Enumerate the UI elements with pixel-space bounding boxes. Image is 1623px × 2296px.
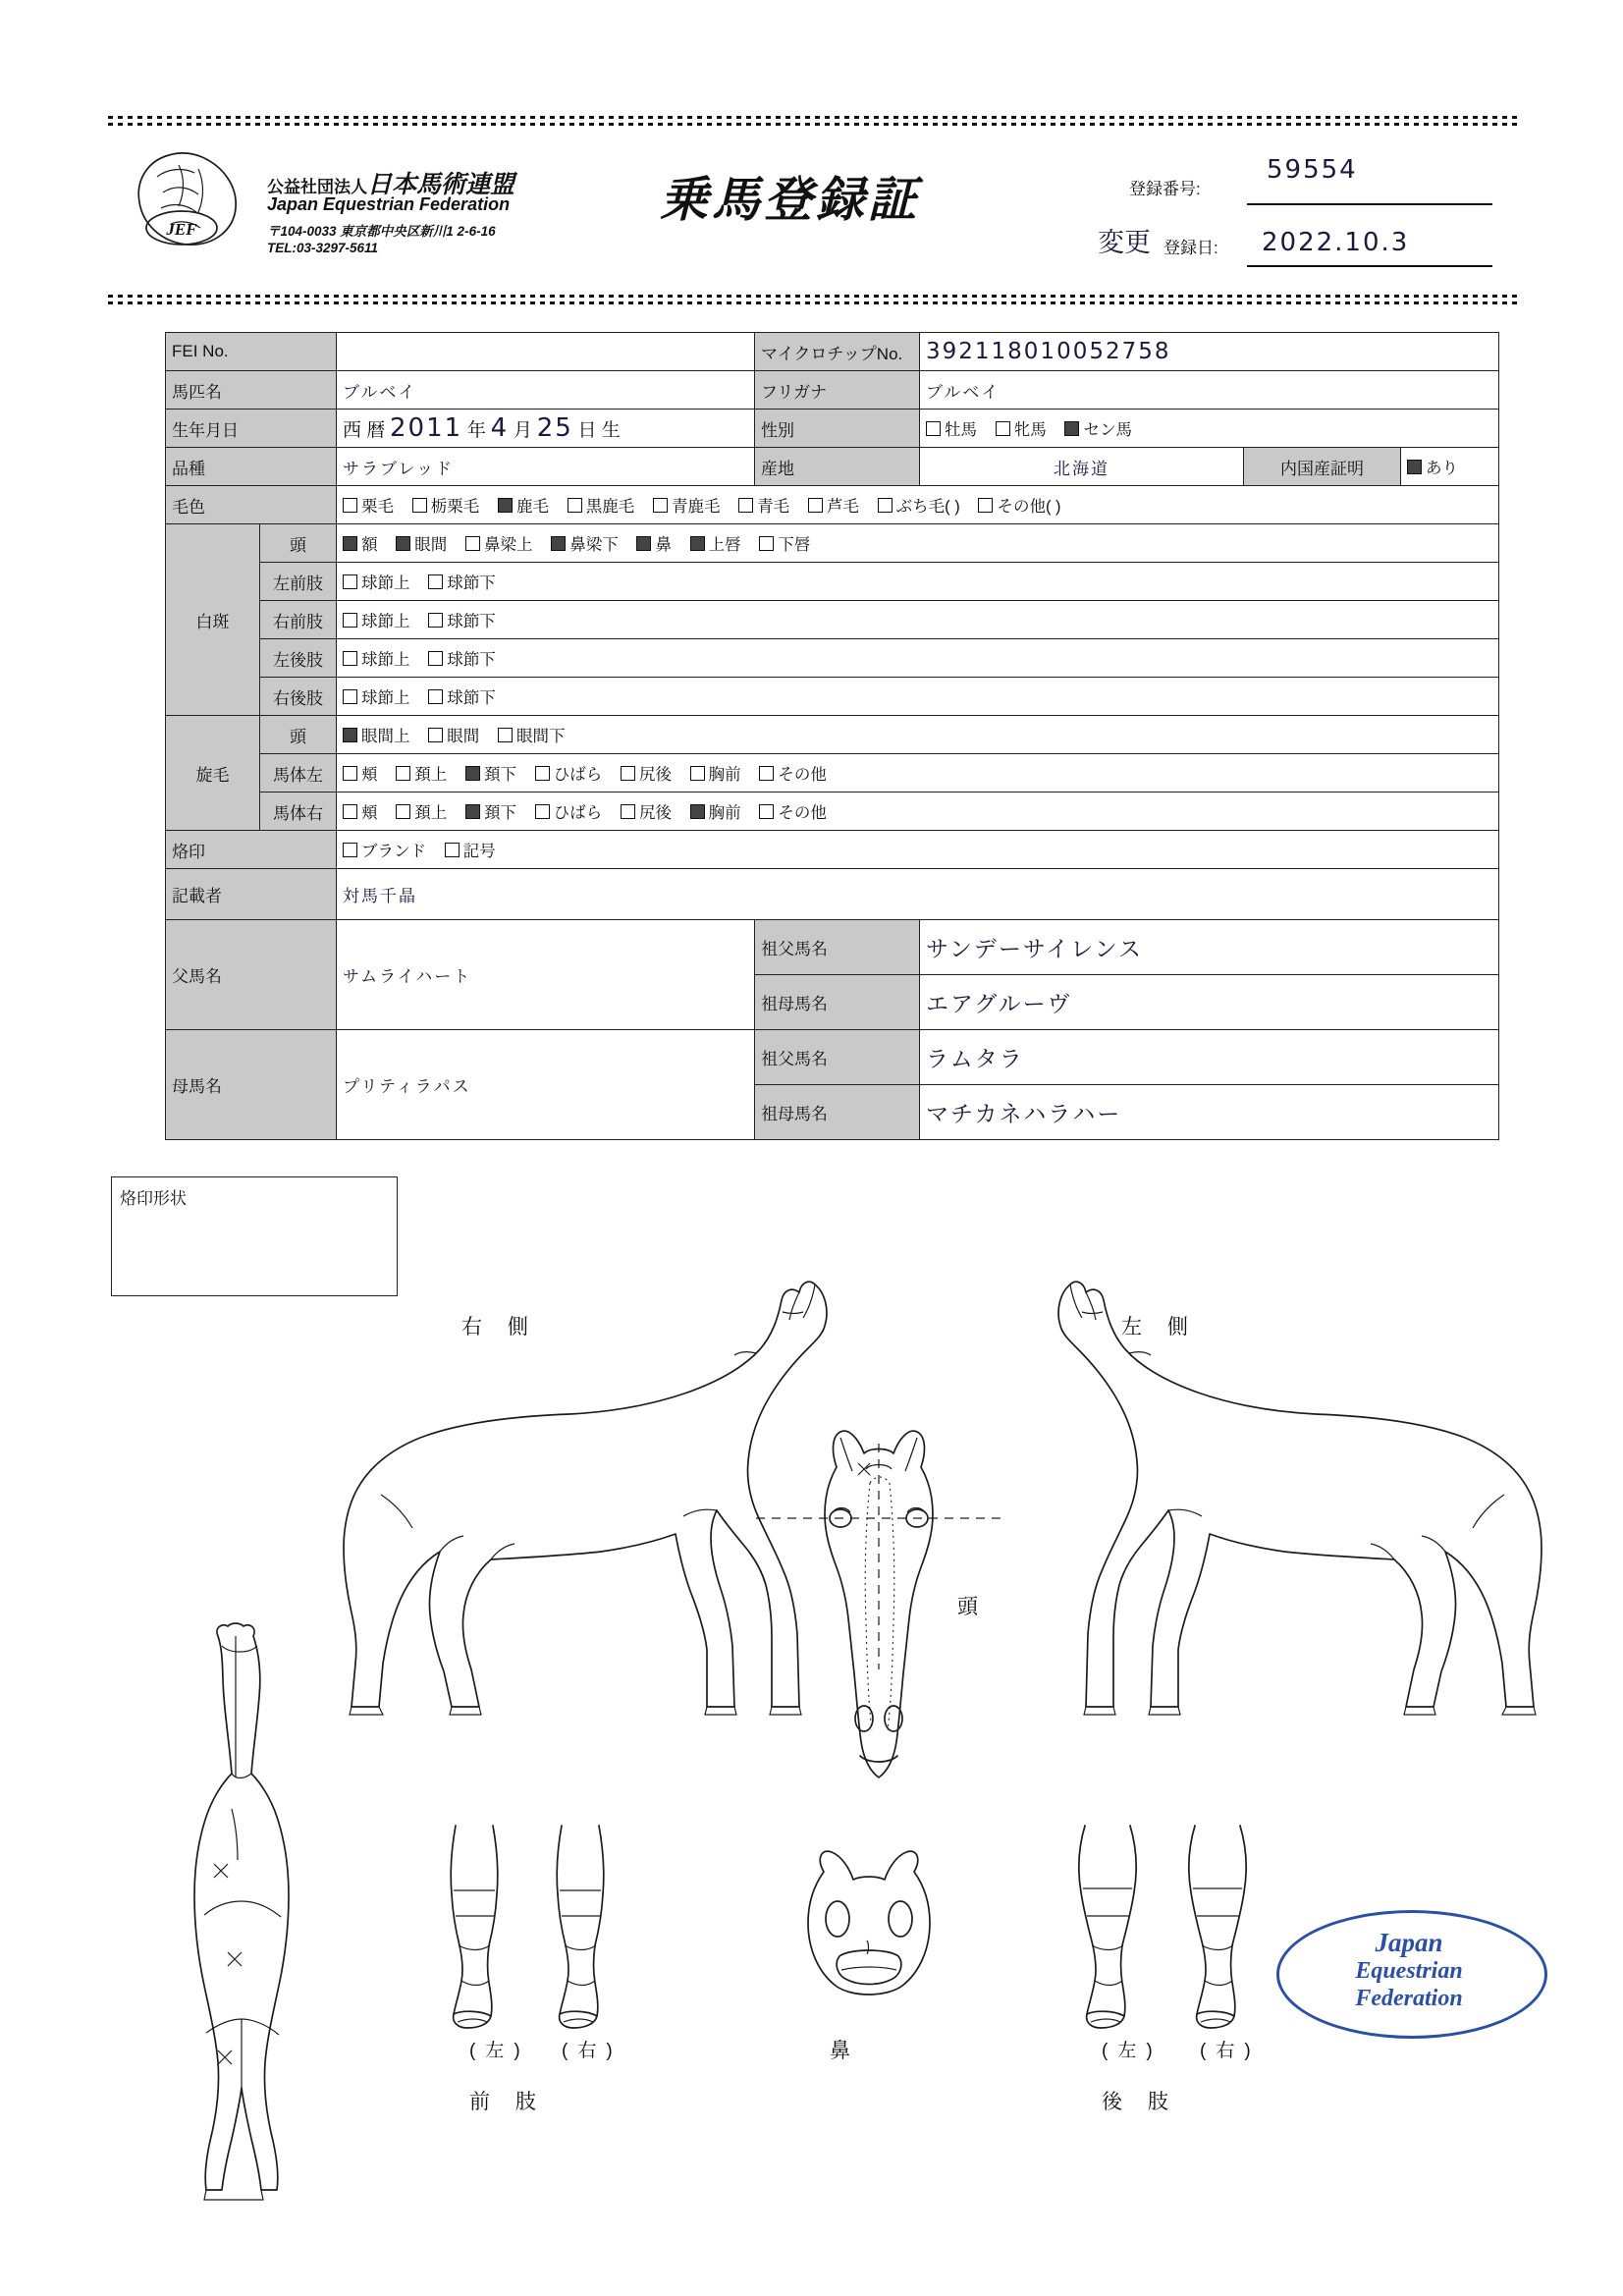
brand-label: 烙印 [166,831,337,869]
org-telephone: TEL:03-3297-5611 [267,241,379,255]
svg-text:JEF: JEF [166,220,197,239]
whorl-right-option-0[interactable] [343,804,378,822]
table-row-white-rh [166,678,1499,716]
label-hind-right: (右) [1200,2041,1261,2061]
checkbox-whorl-left-5[interactable] [690,766,705,781]
writer-label: 記載者 [166,869,337,920]
whorl-left-option-1[interactable] [396,766,447,784]
checkbox-mare[interactable] [996,421,1010,436]
whorl-left-option-2[interactable] [465,766,516,784]
coat-option-8[interactable] [978,498,1060,516]
divider-bottom-2 [108,301,1522,304]
coat-label: 毛色 [166,486,337,524]
whorl-right-option-4[interactable] [621,804,672,822]
label-right-side: 右 側 [461,1316,538,1339]
org-address: 〒104-0033 東京都中央区新川1 2-6-16 [267,224,496,239]
coat-options [337,486,1499,524]
brand-option-1-label: 記号 [462,843,496,860]
table-row-white-head [166,524,1499,563]
checkbox-coat-8[interactable] [978,498,993,513]
coat-option-6-label: 芦毛 [826,498,859,516]
whorl-right-option-4-label: 尻後 [638,804,672,822]
coat-option-7-label: ぶち毛( ) [895,498,960,516]
origin-label: 産地 [755,448,920,486]
dam-sire-value: ラムタラ [920,1030,1499,1085]
checkbox-white-head-6[interactable] [759,536,774,551]
white-part-right-fore: 右前肢 [260,601,337,639]
horse-name-value: ブルベイ [337,371,755,410]
white-head-option-1-label: 眼間 [414,536,448,554]
white-head-option-0-label: 額 [361,536,378,554]
birthdate-label: 生年月日 [166,410,337,448]
horse-head-front-diagram [776,1424,982,1817]
birth-month: 4 [490,413,510,443]
coat-option-5-label: 青毛 [757,498,790,516]
birth-day-unit: 日 生 [577,420,621,441]
checkbox-white-head-4[interactable] [636,536,651,551]
whorl-left-option-3[interactable] [535,766,603,784]
label-hind-limb: 後 肢 [1102,2091,1178,2113]
white-lh-option-1-label: 球節下 [447,651,496,669]
org-name-en: Japan Equestrian Federation [267,194,511,214]
whorl-right-option-3[interactable] [535,804,603,822]
stamp-text [1276,1928,1542,2012]
whorl-right-option-0-label: 頬 [361,804,378,822]
breed-label: 品種 [166,448,337,486]
label-front-limb: 前 肢 [469,2091,546,2113]
coat-option-0-label: 栗毛 [361,498,394,516]
white-label: 白斑 [166,524,260,716]
jef-logo-icon [128,147,255,250]
whorl-head-option-1[interactable] [428,728,479,745]
table-row-white-rf [166,601,1499,639]
fei-label: FEI No. [166,333,337,371]
checkbox-white-head-0[interactable] [343,536,357,551]
white-right-hind-options [337,678,1499,716]
checkbox-white-rh-1[interactable] [428,689,443,704]
white-head-option-5-label: 上唇 [708,536,741,554]
checkbox-whorl-right-3[interactable] [535,804,550,819]
label-head: 頭 [957,1596,978,1618]
whorl-head-options [337,716,1499,754]
white-rh-option-0[interactable] [343,689,410,707]
white-head-option-3[interactable] [551,536,619,554]
whorl-right-option-1[interactable] [396,804,447,822]
white-head-option-2[interactable] [465,536,533,554]
table-row-dam-sire [166,1030,1499,1085]
divider-bottom [108,295,1522,298]
whorl-right-option-2-label: 頚下 [483,804,516,822]
checkbox-white-rf-1[interactable] [428,613,443,628]
horse-right-side-diagram [295,1267,844,1777]
registration-date-label: 登録日: [1163,239,1218,257]
checkbox-whorl-left-4[interactable] [621,766,635,781]
sire-label: 父馬名 [166,920,337,1030]
checkbox-white-rf-0[interactable] [343,613,357,628]
coat-option-3[interactable] [568,498,635,516]
table-row-birth [166,410,1499,448]
white-lf-option-1[interactable] [428,574,496,592]
checkbox-white-lh-0[interactable] [343,651,357,666]
checkbox-domestic-cert[interactable] [1407,460,1422,474]
domestic-cert-option-label: あり [1426,460,1458,477]
checkbox-white-head-3[interactable] [551,536,566,551]
whorl-left-option-0[interactable] [343,766,378,784]
fei-value [337,333,755,371]
coat-option-4-label: 青鹿毛 [671,498,721,516]
white-rf-option-0-label: 球節上 [361,613,410,630]
sex-label: 性別 [755,410,920,448]
whorl-left-option-1-label: 頚上 [414,766,448,784]
label-left-side: 左 側 [1121,1316,1198,1339]
whorl-right-options [337,793,1499,831]
whorl-right-option-5[interactable] [690,804,741,822]
brand-option-0-label: ブランド [361,843,426,860]
checkbox-coat-1[interactable] [412,498,427,513]
label-front-left: (左) [469,2041,530,2061]
whorl-head-option-1-label: 眼間 [447,728,480,745]
stamp-line-3: Federation [1355,1985,1463,2011]
white-lh-option-1[interactable] [428,651,496,669]
microchip-value: 392118010052758 [920,333,1499,371]
label-nose: 鼻 [830,2040,850,2062]
white-head-option-6[interactable] [759,536,810,554]
white-head-option-2-label: 鼻梁上 [483,536,533,554]
brand-options [337,831,1499,869]
org-name-main: 日本馬術連盟 [367,171,515,198]
checkbox-colt[interactable] [926,421,941,436]
whorl-left-option-5-label: 胸前 [708,766,741,784]
sex-option-mare-label: 牝馬 [1013,421,1047,439]
sex-option-colt[interactable] [926,421,977,439]
checkbox-brand-0[interactable] [343,843,357,857]
white-head-option-3-label: 鼻梁下 [569,536,619,554]
table-row-whorl-right [166,793,1499,831]
label-hind-left: (左) [1102,2041,1163,2061]
sex-option-gelding-label: セン馬 [1083,421,1132,439]
registration-date-rule [1247,265,1492,267]
whorl-right-option-2[interactable] [465,804,516,822]
checkbox-whorl-right-2[interactable] [465,804,480,819]
white-rf-option-1[interactable] [428,613,496,630]
checkbox-whorl-right-5[interactable] [690,804,705,819]
white-lh-option-0-label: 球節上 [361,651,410,669]
horse-body-front-diagram [137,1620,334,2210]
checkbox-white-lf-0[interactable] [343,574,357,589]
checkbox-coat-2[interactable] [498,498,513,513]
checkbox-white-head-2[interactable] [465,536,480,551]
document-title: 乗馬登録証 [660,174,921,227]
label-front-right: (右) [562,2041,622,2061]
birth-month-unit: 月 [513,420,532,441]
table-row-whorl-left [166,754,1499,793]
registration-number-label: 登録番号: [1129,180,1201,198]
coat-option-2[interactable] [498,498,549,516]
breed-value: サラブレッド [337,448,755,486]
checkbox-coat-5[interactable] [738,498,753,513]
table-row-fei [166,333,1499,371]
birth-year: 2011 [390,413,463,443]
horse-registration-table [165,332,1499,1140]
checkbox-white-rh-0[interactable] [343,689,357,704]
white-head-option-6-label: 下唇 [778,536,811,554]
white-lf-option-1-label: 球節下 [447,574,496,592]
white-head-option-4[interactable] [636,536,672,554]
table-row-coat [166,486,1499,524]
checkbox-white-lf-1[interactable] [428,574,443,589]
horse-left-side-diagram [1041,1267,1591,1777]
domestic-cert-option[interactable] [1401,448,1499,486]
coat-option-8-label: その他( ) [997,498,1061,516]
coat-option-2-label: 鹿毛 [515,498,549,516]
dam-value: プリティラパス [337,1030,755,1140]
birth-day: 25 [536,413,573,443]
checkbox-white-lh-1[interactable] [428,651,443,666]
table-row-breed [166,448,1499,486]
white-lh-option-0[interactable] [343,651,410,669]
registration-number-value: 59554 [1267,155,1358,185]
white-rf-option-0[interactable] [343,613,410,630]
whorl-right-option-1-label: 頚上 [414,804,448,822]
table-row-sire-sire [166,920,1499,975]
birthdate-value [337,410,755,448]
whorl-left-option-6-label: その他 [778,766,827,784]
whorl-left-option-4-label: 尻後 [638,766,672,784]
whorl-right-option-3-label: ひばら [553,804,603,822]
coat-option-5[interactable] [738,498,789,516]
white-head-option-5[interactable] [690,536,741,554]
checkbox-coat-3[interactable] [568,498,582,513]
checkbox-whorl-head-1[interactable] [428,728,443,742]
checkbox-whorl-right-4[interactable] [621,804,635,819]
furigana-value: ブルベイ [920,371,1499,410]
coat-option-0[interactable] [343,498,394,516]
coat-option-6[interactable] [808,498,859,516]
whorl-head-option-0-label: 眼間上 [361,728,410,745]
stamp-line-2: Equestrian [1355,1958,1463,1985]
white-part-right-hind: 右後肢 [260,678,337,716]
checkbox-brand-1[interactable] [445,843,460,857]
org-name-prefix: 公益社団法人 [267,178,367,196]
whorl-part-body-right: 馬体右 [260,793,337,831]
coat-option-1-label: 栃栗毛 [430,498,480,516]
dam-dam-value: マチカネハラハー [920,1085,1499,1140]
white-rh-option-0-label: 球節上 [361,689,410,707]
coat-option-3-label: 黒鹿毛 [585,498,635,516]
whorl-left-options [337,754,1499,793]
whorl-head-option-2[interactable] [498,728,566,745]
checkbox-gelding[interactable] [1064,421,1079,436]
coat-option-7[interactable] [878,498,960,516]
checkbox-whorl-left-3[interactable] [535,766,550,781]
white-part-head: 頭 [260,524,337,563]
checkbox-coat-0[interactable] [343,498,357,513]
checkbox-whorl-left-1[interactable] [396,766,410,781]
brand-shape-label: 烙印形状 [120,1189,187,1208]
checkbox-whorl-right-0[interactable] [343,804,357,819]
divider-top-2 [108,123,1522,126]
white-rh-option-1-label: 球節下 [447,689,496,707]
whorl-right-option-6[interactable] [759,804,827,822]
checkbox-coat-4[interactable] [653,498,668,513]
checkbox-whorl-head-2[interactable] [498,728,513,742]
table-row-name [166,371,1499,410]
checkbox-whorl-head-0[interactable] [343,728,357,742]
sire-dam-value: エアグルーヴ [920,975,1499,1030]
microchip-label: マイクロチップNo. [755,333,920,371]
whorl-left-option-2-label: 頚下 [483,766,516,784]
sire-sire-value: サンデーサイレンス [920,920,1499,975]
front-limbs-diagram [432,1822,648,2038]
white-lf-option-0-label: 球節上 [361,574,410,592]
checkbox-white-head-1[interactable] [396,536,410,551]
whorl-right-option-5-label: 胸前 [708,804,741,822]
dam-dam-label: 祖母馬名 [755,1085,920,1140]
checkbox-white-head-5[interactable] [690,536,705,551]
table-row-whorl-head [166,716,1499,754]
white-rh-option-1[interactable] [428,689,496,707]
whorl-part-head: 頭 [260,716,337,754]
sex-option-mare[interactable] [996,421,1047,439]
birth-year-unit: 年 [466,420,486,441]
whorl-left-option-0-label: 頬 [361,766,378,784]
sex-option-colt-label: 牡馬 [945,421,977,439]
registration-number-rule [1247,203,1492,205]
white-left-fore-options [337,563,1499,601]
white-right-fore-options [337,601,1499,639]
registration-date-value: 2022.10.3 [1262,228,1410,257]
sex-option-gelding[interactable] [1064,421,1132,439]
whorl-left-option-5[interactable] [690,766,741,784]
checkbox-whorl-right-1[interactable] [396,804,410,819]
brand-option-1[interactable] [445,843,496,860]
table-row-brand [166,831,1499,869]
checkbox-whorl-left-6[interactable] [759,766,774,781]
whorl-left-option-3-label: ひばら [553,766,603,784]
horse-name-label: 馬匹名 [166,371,337,410]
white-part-left-hind: 左後肢 [260,639,337,678]
hind-limbs-diagram [1065,1822,1291,2038]
divider-top [108,116,1522,119]
dam-sire-label: 祖父馬名 [755,1030,920,1085]
whorl-left-option-4[interactable] [621,766,672,784]
furigana-label: フリガナ [755,371,920,410]
white-head-options [337,524,1499,563]
sire-dam-label: 祖母馬名 [755,975,920,1030]
sire-value: サムライハート [337,920,755,1030]
whorl-label: 旋毛 [166,716,260,831]
checkbox-coat-6[interactable] [808,498,823,513]
sex-options [920,410,1499,448]
white-lf-option-0[interactable] [343,574,410,592]
birth-prefix: 西 暦 [343,420,386,441]
table-row-white-lf [166,563,1499,601]
whorl-head-option-2-label: 眼間下 [515,728,566,745]
white-head-option-0[interactable] [343,536,378,554]
brand-option-0[interactable] [343,843,426,860]
whorl-right-option-6-label: その他 [778,804,827,822]
checkbox-whorl-left-2[interactable] [465,766,480,781]
origin-value: 北海道 [920,448,1244,486]
whorl-part-body-left: 馬体左 [260,754,337,793]
dam-label: 母馬名 [166,1030,337,1140]
change-mark: 変更 [1098,228,1151,258]
white-part-left-fore: 左前肢 [260,563,337,601]
white-head-option-1[interactable] [396,536,447,554]
muzzle-diagram [781,1846,957,2023]
coat-option-1[interactable] [412,498,480,516]
sire-sire-label: 祖父馬名 [755,920,920,975]
checkbox-whorl-right-6[interactable] [759,804,774,819]
federation-stamp [1276,1910,1542,2033]
white-head-option-4-label: 鼻 [655,536,672,554]
checkbox-coat-7[interactable] [878,498,893,513]
whorl-left-option-6[interactable] [759,766,827,784]
stamp-line-1: Japan [1375,1928,1443,1957]
coat-option-4[interactable] [653,498,721,516]
writer-value: 対馬千晶 [337,869,1499,920]
white-rf-option-1-label: 球節下 [447,613,496,630]
checkbox-whorl-left-0[interactable] [343,766,357,781]
table-row-writer [166,869,1499,920]
table-row-white-lh [166,639,1499,678]
whorl-head-option-0[interactable] [343,728,410,745]
domestic-cert-label: 内国産証明 [1244,448,1401,486]
white-left-hind-options [337,639,1499,678]
